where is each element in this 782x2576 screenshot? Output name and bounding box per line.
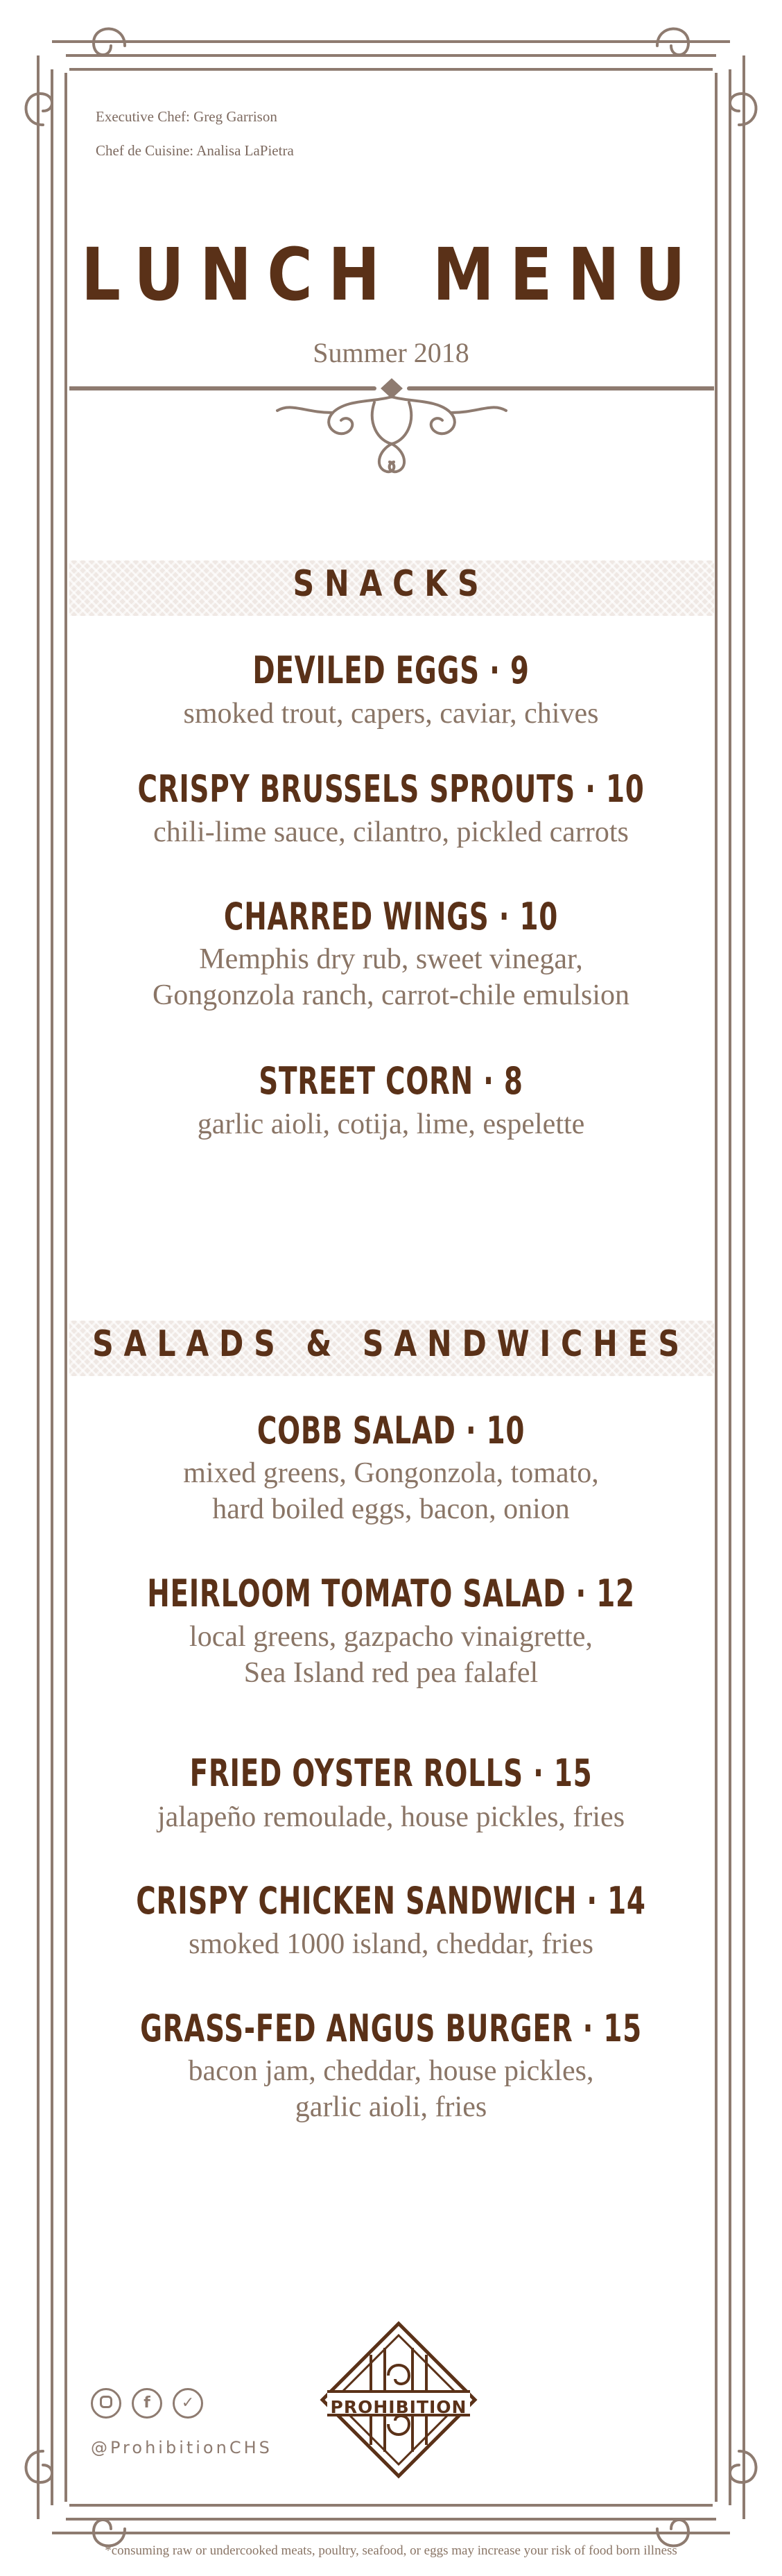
menu-item-description: jalapeño remoulade, house pickles, fries <box>157 1801 625 1833</box>
menu-item-description: smoked trout, capers, caviar, chives <box>183 698 599 730</box>
menu-item-name: CRISPY BRUSSELS SPROUTS · 10 <box>137 767 645 811</box>
menu-item-name: GRASS-FED ANGUS BURGER · 15 <box>140 2007 642 2050</box>
food-safety-disclaimer: *consuming raw or undercooked meats, poultry, seafood, or eggs may increase your risk of food born illness <box>105 2543 677 2558</box>
menu-item-name: HEIRLOOM TOMATO SALAD · 12 <box>147 1572 635 1615</box>
chef-de-cuisine-credit: Chef de Cuisine: Analisa LaPietra <box>96 142 294 159</box>
menu-item-name: CHARRED WINGS · 10 <box>223 895 559 938</box>
menu-item-name: FRIED OYSTER ROLLS · 15 <box>189 1751 593 1795</box>
facebook-icon[interactable]: f <box>132 2388 162 2419</box>
menu-item-description: Sea Island red pea falafel <box>243 1657 539 1689</box>
menu-item-name: CRISPY CHICKEN SANDWICH · 14 <box>136 1879 646 1923</box>
instagram-icon[interactable] <box>91 2388 121 2419</box>
section-title-snacks: SNACKS <box>293 563 489 605</box>
menu-item-name: COBB SALAD · 10 <box>257 1409 525 1452</box>
section-title-salads-sandwiches: SALADS & SANDWICHES <box>92 1323 690 1365</box>
social-handle[interactable]: @ProhibitionCHS <box>91 2438 272 2457</box>
menu-item-description: mixed greens, Gongonzola, tomato, <box>183 1457 599 1489</box>
menu-item-description: chili-lime sauce, cilantro, pickled carrots <box>153 816 629 848</box>
menu-item-description: smoked 1000 island, cheddar, fries <box>189 1928 593 1960</box>
menu-item-description: local greens, gazpacho vinaigrette, <box>189 1621 593 1653</box>
menu-item-description: garlic aioli, cotija, lime, espelette <box>197 1108 585 1140</box>
menu-item-description: bacon jam, cheddar, house pickles, <box>188 2055 594 2087</box>
twitter-icon[interactable]: ✓ <box>173 2388 203 2419</box>
menu-item-name: STREET CORN · 8 <box>259 1059 523 1103</box>
menu-item-name: DEVILED EGGS · 9 <box>252 649 530 692</box>
menu-title: LUNCH MENU <box>80 232 702 317</box>
menu-item-description: Memphis dry rub, sweet vinegar, <box>199 943 583 975</box>
logo-text: PROHIBITION <box>330 2397 467 2417</box>
menu-item-description: garlic aioli, fries <box>295 2091 487 2123</box>
menu-item-description: Gongonzola ranch, carrot-chile emulsion <box>152 979 630 1011</box>
menu-item-description: hard boiled eggs, bacon, onion <box>212 1493 570 1525</box>
executive-chef-credit: Executive Chef: Greg Garrison <box>96 108 277 125</box>
menu-season: Summer 2018 <box>313 337 469 368</box>
header-ornament <box>69 375 714 486</box>
